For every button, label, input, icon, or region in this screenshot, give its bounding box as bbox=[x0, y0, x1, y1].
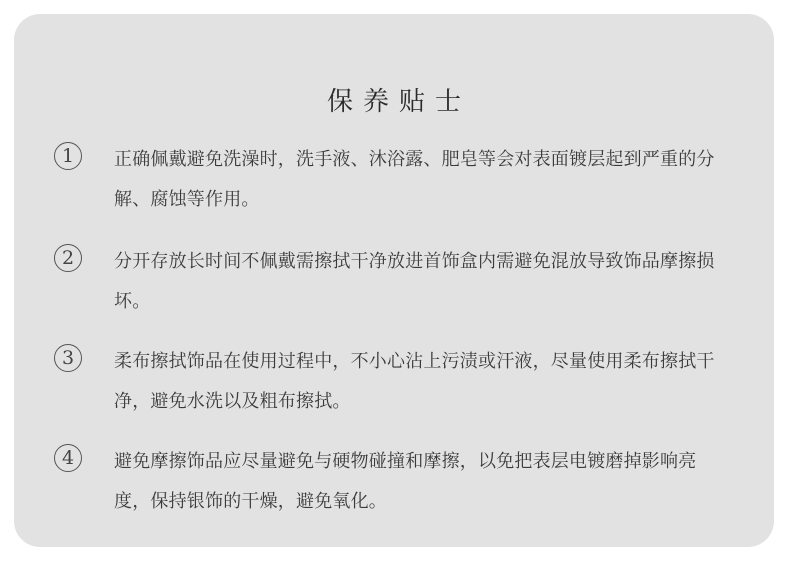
page-title: 保养贴士 bbox=[326, 87, 471, 117]
tip-number-1: 1 bbox=[54, 142, 82, 170]
tip-text-2: 分开存放长时间不佩戴需擦拭干净放进首饰盒内需避免混放导致饰品摩擦损坏。 bbox=[114, 251, 715, 312]
tip-number-2: 2 bbox=[54, 244, 82, 272]
tip-text-4: 避免摩擦饰品应尽量避免与硬物碰撞和摩擦，以免把表层电镀磨掉影响亮度，保持银饰的干燥，避免氧化。 bbox=[114, 451, 697, 512]
tip-text-1: 正确佩戴避免洗澡时，洗手液、沐浴露、肥皂等会对表面镀层起到严重的分解、腐蚀等作用。 bbox=[114, 149, 715, 210]
tip-text-3: 柔布擦拭饰品在使用过程中，不小心沾上污渍或汗液，尽量使用柔布擦拭干净，避免水洗以及粗布擦拭。 bbox=[114, 351, 715, 412]
tip-number-3: 3 bbox=[54, 344, 82, 372]
tip-number-4: 4 bbox=[54, 444, 82, 472]
care-tips-card bbox=[14, 14, 774, 547]
